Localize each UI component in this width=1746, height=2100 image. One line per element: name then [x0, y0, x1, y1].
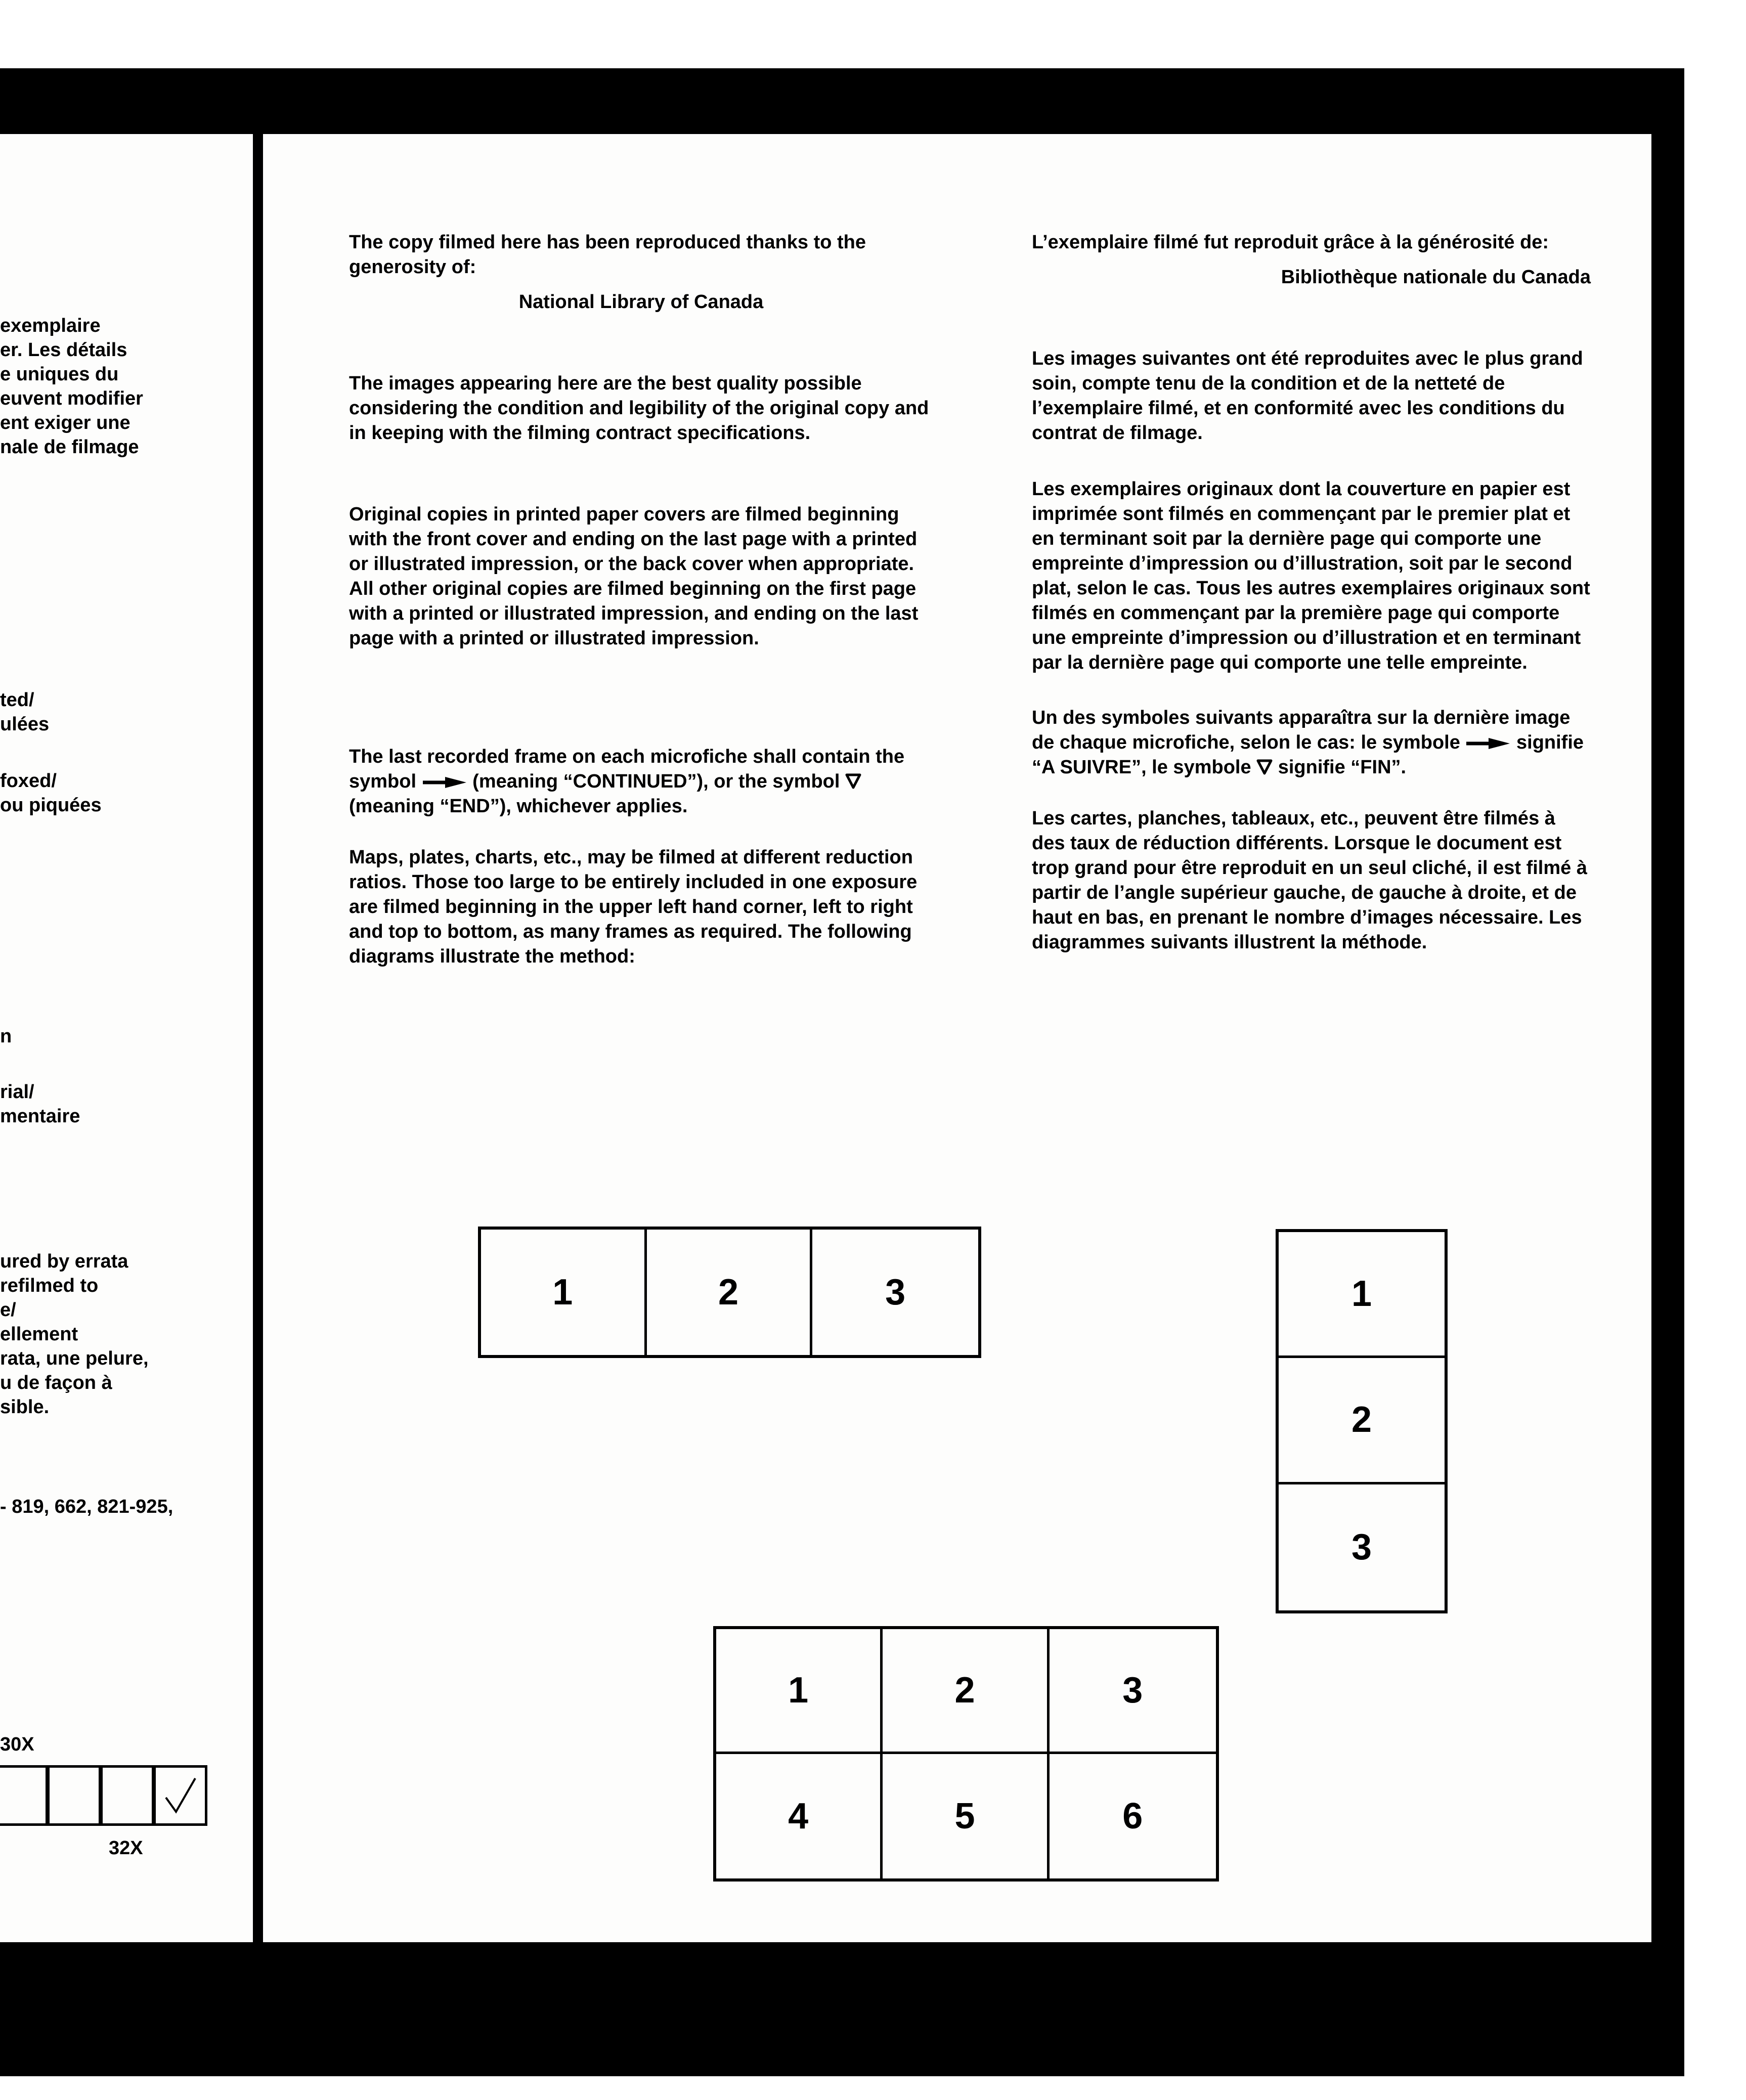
left-text-fragment: ent exiger une: [0, 412, 130, 433]
symbol-text-a: The last recorded frame on each microfiche shall contain the symbol: [349, 746, 905, 792]
arrow-icon: [1465, 737, 1511, 750]
left-text-fragment: ulées: [0, 714, 50, 735]
triangle-down-icon: [845, 773, 861, 789]
diagram-frame: 3: [1050, 1629, 1216, 1754]
left-text-fragment: sible.: [0, 1396, 50, 1418]
institution-name-fr: Bibliothèque nationale du Canada: [1281, 267, 1591, 288]
diagram-frame: 2: [647, 1230, 813, 1355]
checkbox-cell: [101, 1765, 154, 1826]
left-text-fragment: foxed/: [0, 770, 57, 792]
diagram-frame: 2: [883, 1629, 1049, 1754]
label-32x: 32X: [109, 1838, 143, 1859]
intro-paragraph: The copy filmed here has been reproduced thanks to the generosity of:: [349, 232, 866, 278]
english-column: [349, 230, 933, 969]
diagram-frame: 6: [1122, 1796, 1143, 1836]
checkbox-cell: [48, 1765, 101, 1826]
checkmark-icon: [163, 1775, 198, 1816]
left-text-fragment: - 819, 662, 821-925,: [0, 1496, 173, 1517]
filming-order-paragraph: Original copies in printed paper covers are filmed beginning with the front cover and ending on the last page with a printed or illustrated impression, or the back cover when appropriate. All other original copies are filmed beginning on the first page with a printed or illustrated impression, and ending on the last page with a printed or illustrated impression.: [349, 504, 919, 649]
left-text-fragment: euvent modifier: [0, 388, 143, 409]
diagram-frame: 1: [481, 1230, 647, 1355]
left-text-fragment: exemplaire: [0, 315, 101, 336]
diagram-frame: 1: [1279, 1232, 1445, 1358]
left-text-fragment: ou piquées: [0, 795, 102, 816]
diagram-horizontal: [478, 1227, 981, 1358]
arrow-icon: [422, 776, 467, 789]
left-text-fragment: ted/: [0, 689, 34, 711]
left-text-fragment: ellement: [0, 1324, 78, 1345]
left-text-fragment: e uniques du: [0, 364, 119, 385]
left-text-fragment: rata, une pelure,: [0, 1348, 149, 1369]
maps-paragraph-fr: Les cartes, planches, tableaux, etc., peuvent être filmés à des taux de réduction différents. Lorsque le document est trop grand pour être reproduit en un seul cliché, il est filmé à partir de l’angle supérieur gauche, de gauche à droite, et de haut en bas, en prenant le nombre d’images nécessaire. Les diagrammes suivants illustrent la méthode.: [1032, 808, 1587, 953]
left-text-fragment: mentaire: [0, 1106, 80, 1127]
maps-paragraph: Maps, plates, charts, etc., may be filmed at different reduction ratios. Those too large to be entirely included in one exposure are filmed beginning in the upper left hand corner, left to right and top to bottom, as many frames as required. The following diagrams illustrate the method:: [349, 847, 918, 967]
french-column: [1032, 230, 1591, 955]
diagram-frame: 1: [716, 1629, 883, 1754]
left-text-fragment: ured by errata: [0, 1251, 128, 1272]
quality-paragraph-fr: Les images suivantes ont été reproduites avec le plus grand soin, compte tenu de la condition et de la netteté de l’exemplaire filmé, et en conformité avec les conditions du contrat de filmage.: [1032, 348, 1583, 444]
symbol-text-c-fr: signifie “FIN”.: [1278, 757, 1407, 778]
checkbox-cell-checked: [154, 1765, 207, 1826]
symbol-text-c: (meaning “END”), whichever applies.: [349, 796, 688, 817]
left-text-fragment: rial/: [0, 1081, 34, 1103]
diagram-vertical: [1276, 1229, 1448, 1613]
diagram-frame: 5: [883, 1754, 1049, 1879]
left-text-fragment: n: [0, 1026, 12, 1047]
left-text-fragment: nale de filmage: [0, 436, 139, 458]
diagram-frame: 3: [1351, 1527, 1372, 1568]
quality-paragraph: The images appearing here are the best quality possible considering the condition and legibility of the original copy and in keeping with the filming contract specifications.: [349, 373, 929, 444]
diagram-frame: 4: [716, 1754, 883, 1879]
diagram-grid: [713, 1626, 1219, 1882]
checkbox-cell: [0, 1765, 48, 1826]
left-text-fragment: e/: [0, 1299, 16, 1321]
left-text-fragment: u de façon à: [0, 1372, 112, 1393]
institution-name: National Library of Canada: [518, 291, 764, 313]
filming-order-paragraph-fr: Les exemplaires originaux dont la couverture en papier est imprimée sont filmés en commençant par le premier plat et en terminant soit par la dernière page qui comporte une empreinte d’impression ou d’illustration, soit par le second plat, selon le cas. Tous les autres exemplaires originaux sont filmés en commençant par la première page qui comporte une empreinte d’impression ou d’illustration et en terminant par la dernière page qui comporte une telle empreinte.: [1032, 478, 1590, 673]
symbol-paragraph: [349, 745, 933, 819]
intro-paragraph-fr: L’exemplaire filmé fut reproduit grâce à la générosité de:: [1032, 232, 1549, 253]
diagram-frame: 2: [1279, 1358, 1445, 1484]
symbol-paragraph-fr: [1032, 706, 1591, 780]
symbol-text-b: (meaning “CONTINUED”), or the symbol: [472, 771, 840, 792]
diagram-frame: 3: [885, 1272, 906, 1313]
triangle-down-icon: [1256, 759, 1273, 775]
symbol-text-a-fr: Un des symboles suivants apparaîtra sur la dernière image de chaque microfiche, selon le cas: le symbole: [1032, 707, 1570, 753]
reduction-checkboxes: [0, 1765, 207, 1826]
symbol-text-b-fr: signifie “A SUIVRE”, le symbole: [1032, 732, 1584, 778]
left-text-fragment: er. Les détails: [0, 339, 127, 361]
left-text-fragment: refilmed to: [0, 1275, 99, 1296]
label-30x: 30X: [0, 1734, 34, 1755]
left-page-fragment: [0, 134, 253, 1942]
